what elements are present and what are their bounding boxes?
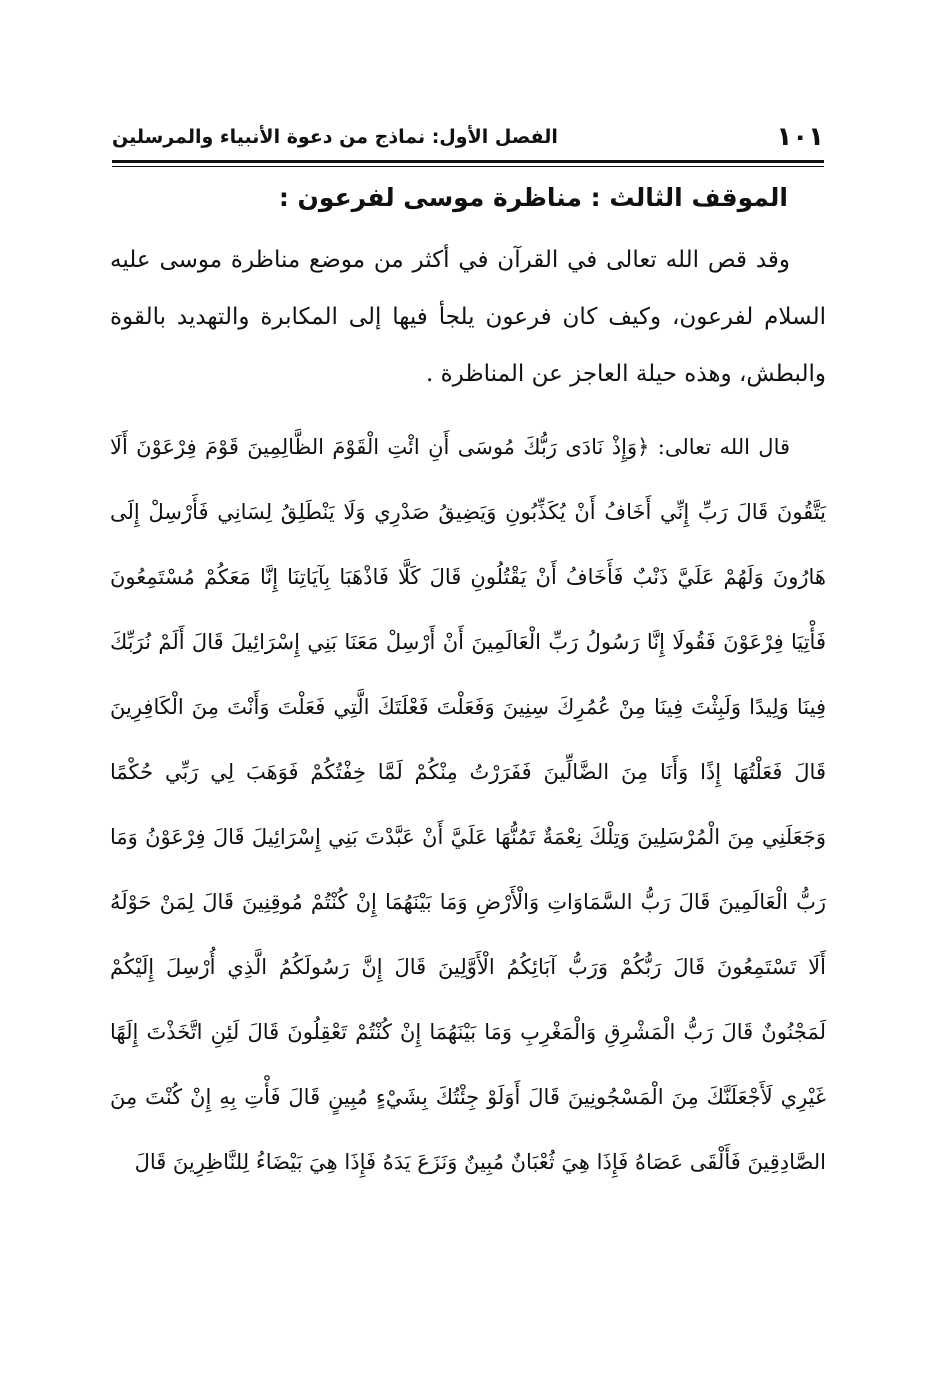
page-number: ١٠١ (776, 122, 824, 152)
chapter-title: الفصل الأول: نماذج من دعوة الأنبياء والمرسلين (112, 126, 558, 148)
page-header (112, 118, 824, 160)
header-rule-thin (112, 166, 824, 167)
intro-paragraph: وقد قص الله تعالى في القرآن في أكثر من موضع مناظرة موسى عليه السلام لفرعون، وكيف كان فرعون يلجأ فيها إلى المكابرة والتهديد بالقوة والبطش، وهذه حيلة العاجز عن المناظرة . (110, 247, 826, 387)
quran-passage: قال الله تعالى: ﴿وَإِذْ نَادَى رَبُّكَ مُوسَى أَنِ ائْتِ الْقَوْمَ الظَّالِمِينَ قَوْمَ فِرْعَوْنَ أَلَا يَتَّقُونَ قَالَ رَبِّ إِنِّي أَخَافُ أَنْ يُكَذِّبُونِ وَيَضِيقُ صَدْرِي وَلَا يَنْطَلِقُ لِسَانِي فَأَرْسِلْ إِلَى هَارُونَ وَلَهُمْ عَلَيَّ ذَنْبٌ فَأَخَافُ أَنْ يَقْتُلُونِ قَالَ كَلَّا فَاذْهَبَا بِآيَاتِنَا إِنَّا مَعَكُمْ مُسْتَمِعُونَ فَأْتِيَا فِرْعَوْنَ فَقُولَا إِنَّا رَسُولُ رَبِّ الْعَالَمِينَ أَنْ أَرْسِلْ مَعَنَا بَنِي إِسْرَائِيلَ قَالَ أَلَمْ نُرَبِّكَ فِينَا وَلِيدًا وَلَبِثْتَ فِينَا مِنْ عُمُرِكَ سِنِينَ وَفَعَلْتَ فَعْلَتَكَ الَّتِي فَعَلْتَ وَأَنْتَ مِنَ الْكَافِرِينَ قَالَ فَعَلْتُهَا إِذًا وَأَنَا مِنَ الضَّالِّينَ فَفَرَرْتُ مِنْكُمْ لَمَّا خِفْتُكُمْ فَوَهَبَ لِي رَبِّي حُكْمًا وَجَعَلَنِي مِنَ الْمُرْسَلِينَ وَتِلْكَ نِعْمَةٌ تَمُنُّهَا عَلَيَّ أَنْ عَبَّدْتَ بَنِي إِسْرَائِيلَ قَالَ فِرْعَوْنُ وَمَا رَبُّ الْعَالَمِينَ قَالَ رَبُّ السَّمَاوَاتِ وَالْأَرْضِ وَمَا بَيْنَهُمَا إِنْ كُنْتُمْ مُوقِنِينَ قَالَ لِمَنْ حَوْلَهُ أَلَا تَسْتَمِعُونَ قَالَ رَبُّكُمْ وَرَبُّ آبَائِكُمُ الْأَوَّلِينَ قَالَ إِنَّ رَسُولَكُمُ الَّذِي أُرْسِلَ إِلَيْكُمْ لَمَجْنُونٌ قَالَ رَبُّ الْمَشْرِقِ وَالْمَغْرِبِ وَمَا بَيْنَهُمَا إِنْ كُنْتُمْ تَعْقِلُونَ قَالَ لَئِنِ اتَّخَذْتَ إِلَهًا غَيْرِي لَأَجْعَلَنَّكَ مِنَ الْمَسْجُونِينَ قَالَ أَوَلَوْ جِئْتُكَ بِشَيْءٍ مُبِينٍ قَالَ فَأْتِ بِهِ إِنْ كُنْتَ مِنَ الصَّادِقِينَ فَأَلْقَى عَصَاهُ فَإِذَا هِيَ ثُعْبَانٌ مُبِينٌ وَنَزَعَ يَدَهُ فَإِذَا هِيَ بَيْضَاءُ لِلنَّاظِرِينَ قَالَ (110, 435, 826, 1174)
header-rule-thick (112, 160, 824, 163)
section-heading: الموقف الثالث : مناظرة موسى لفرعون : (278, 183, 788, 212)
